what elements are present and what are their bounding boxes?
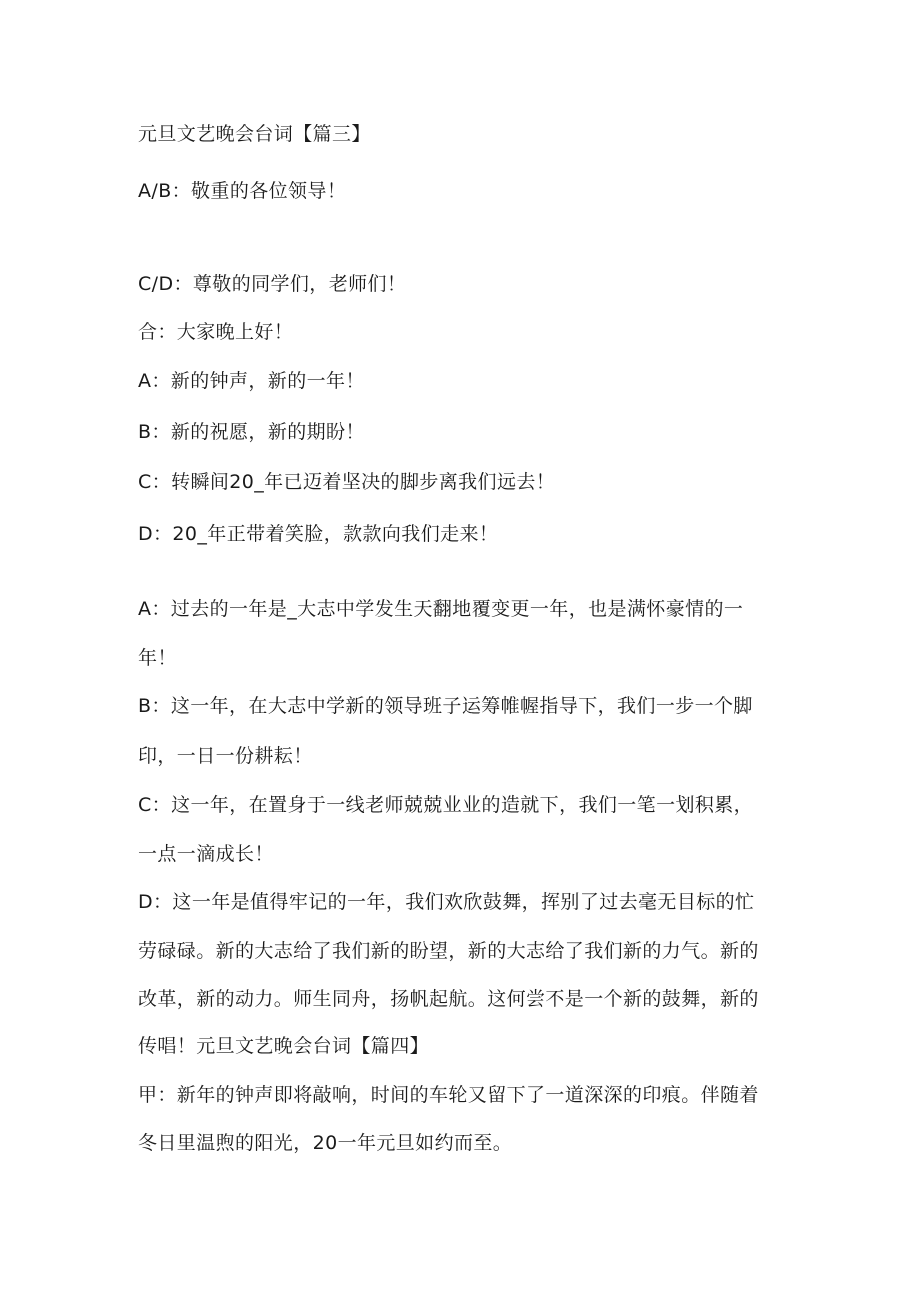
dialogue-line-continued: 冬日里温煦的阳光，20一年元旦如约而至。 (138, 1132, 513, 1154)
dialogue-line-continued: 改革，新的动力。师生同舟，扬帆起航。这何尝不是一个新的鼓舞，新的 (138, 988, 759, 1010)
dialogue-line: B：这一年，在大志中学新的领导班子运筹帷幄指导下，我们一步一个脚 (138, 695, 753, 717)
dialogue-line-continued: 一点一滴成长！ (138, 843, 274, 865)
dialogue-line-continued: 印，一日一份耕耘！ (138, 745, 313, 767)
dialogue-line: C：转瞬间20_年已迈着坚决的脚步离我们远去！ (138, 471, 556, 493)
section-title-3: 元旦文艺晚会台词【篇三】 (138, 123, 371, 145)
dialogue-line-continued: 年！ (138, 647, 177, 669)
dialogue-line: A：过去的一年是_大志中学发生天翻地覆变更一年，也是满怀豪情的一 (138, 598, 744, 620)
dialogue-line: D：这一年是值得牢记的一年，我们欢欣鼓舞，挥别了过去毫无目标的忙 (138, 891, 755, 913)
dialogue-line: C：这一年，在置身于一线老师兢兢业业的造就下，我们一笔一划积累， (138, 794, 754, 816)
dialogue-line-continued: 劳碌碌。新的大志给了我们新的盼望，新的大志给了我们新的力气。新的 (138, 940, 759, 962)
dialogue-line: A：新的钟声，新的一年！ (138, 370, 365, 392)
dialogue-line: C/D：尊敬的同学们，老师们！ (138, 273, 407, 295)
dialogue-line: A/B：敬重的各位领导！ (138, 180, 347, 202)
dialogue-line: 甲：新年的钟声即将敲响，时间的车轮又留下了一道深深的印痕。伴随着 (138, 1084, 759, 1106)
dialogue-line: D：20_年正带着笑脸，款款向我们走来！ (138, 523, 499, 545)
dialogue-line: B：新的祝愿，新的期盼！ (138, 421, 365, 443)
dialogue-line-continued: 传唱！元旦文艺晚会台词【篇四】 (138, 1035, 430, 1057)
dialogue-line: 合：大家晚上好！ (138, 321, 294, 343)
